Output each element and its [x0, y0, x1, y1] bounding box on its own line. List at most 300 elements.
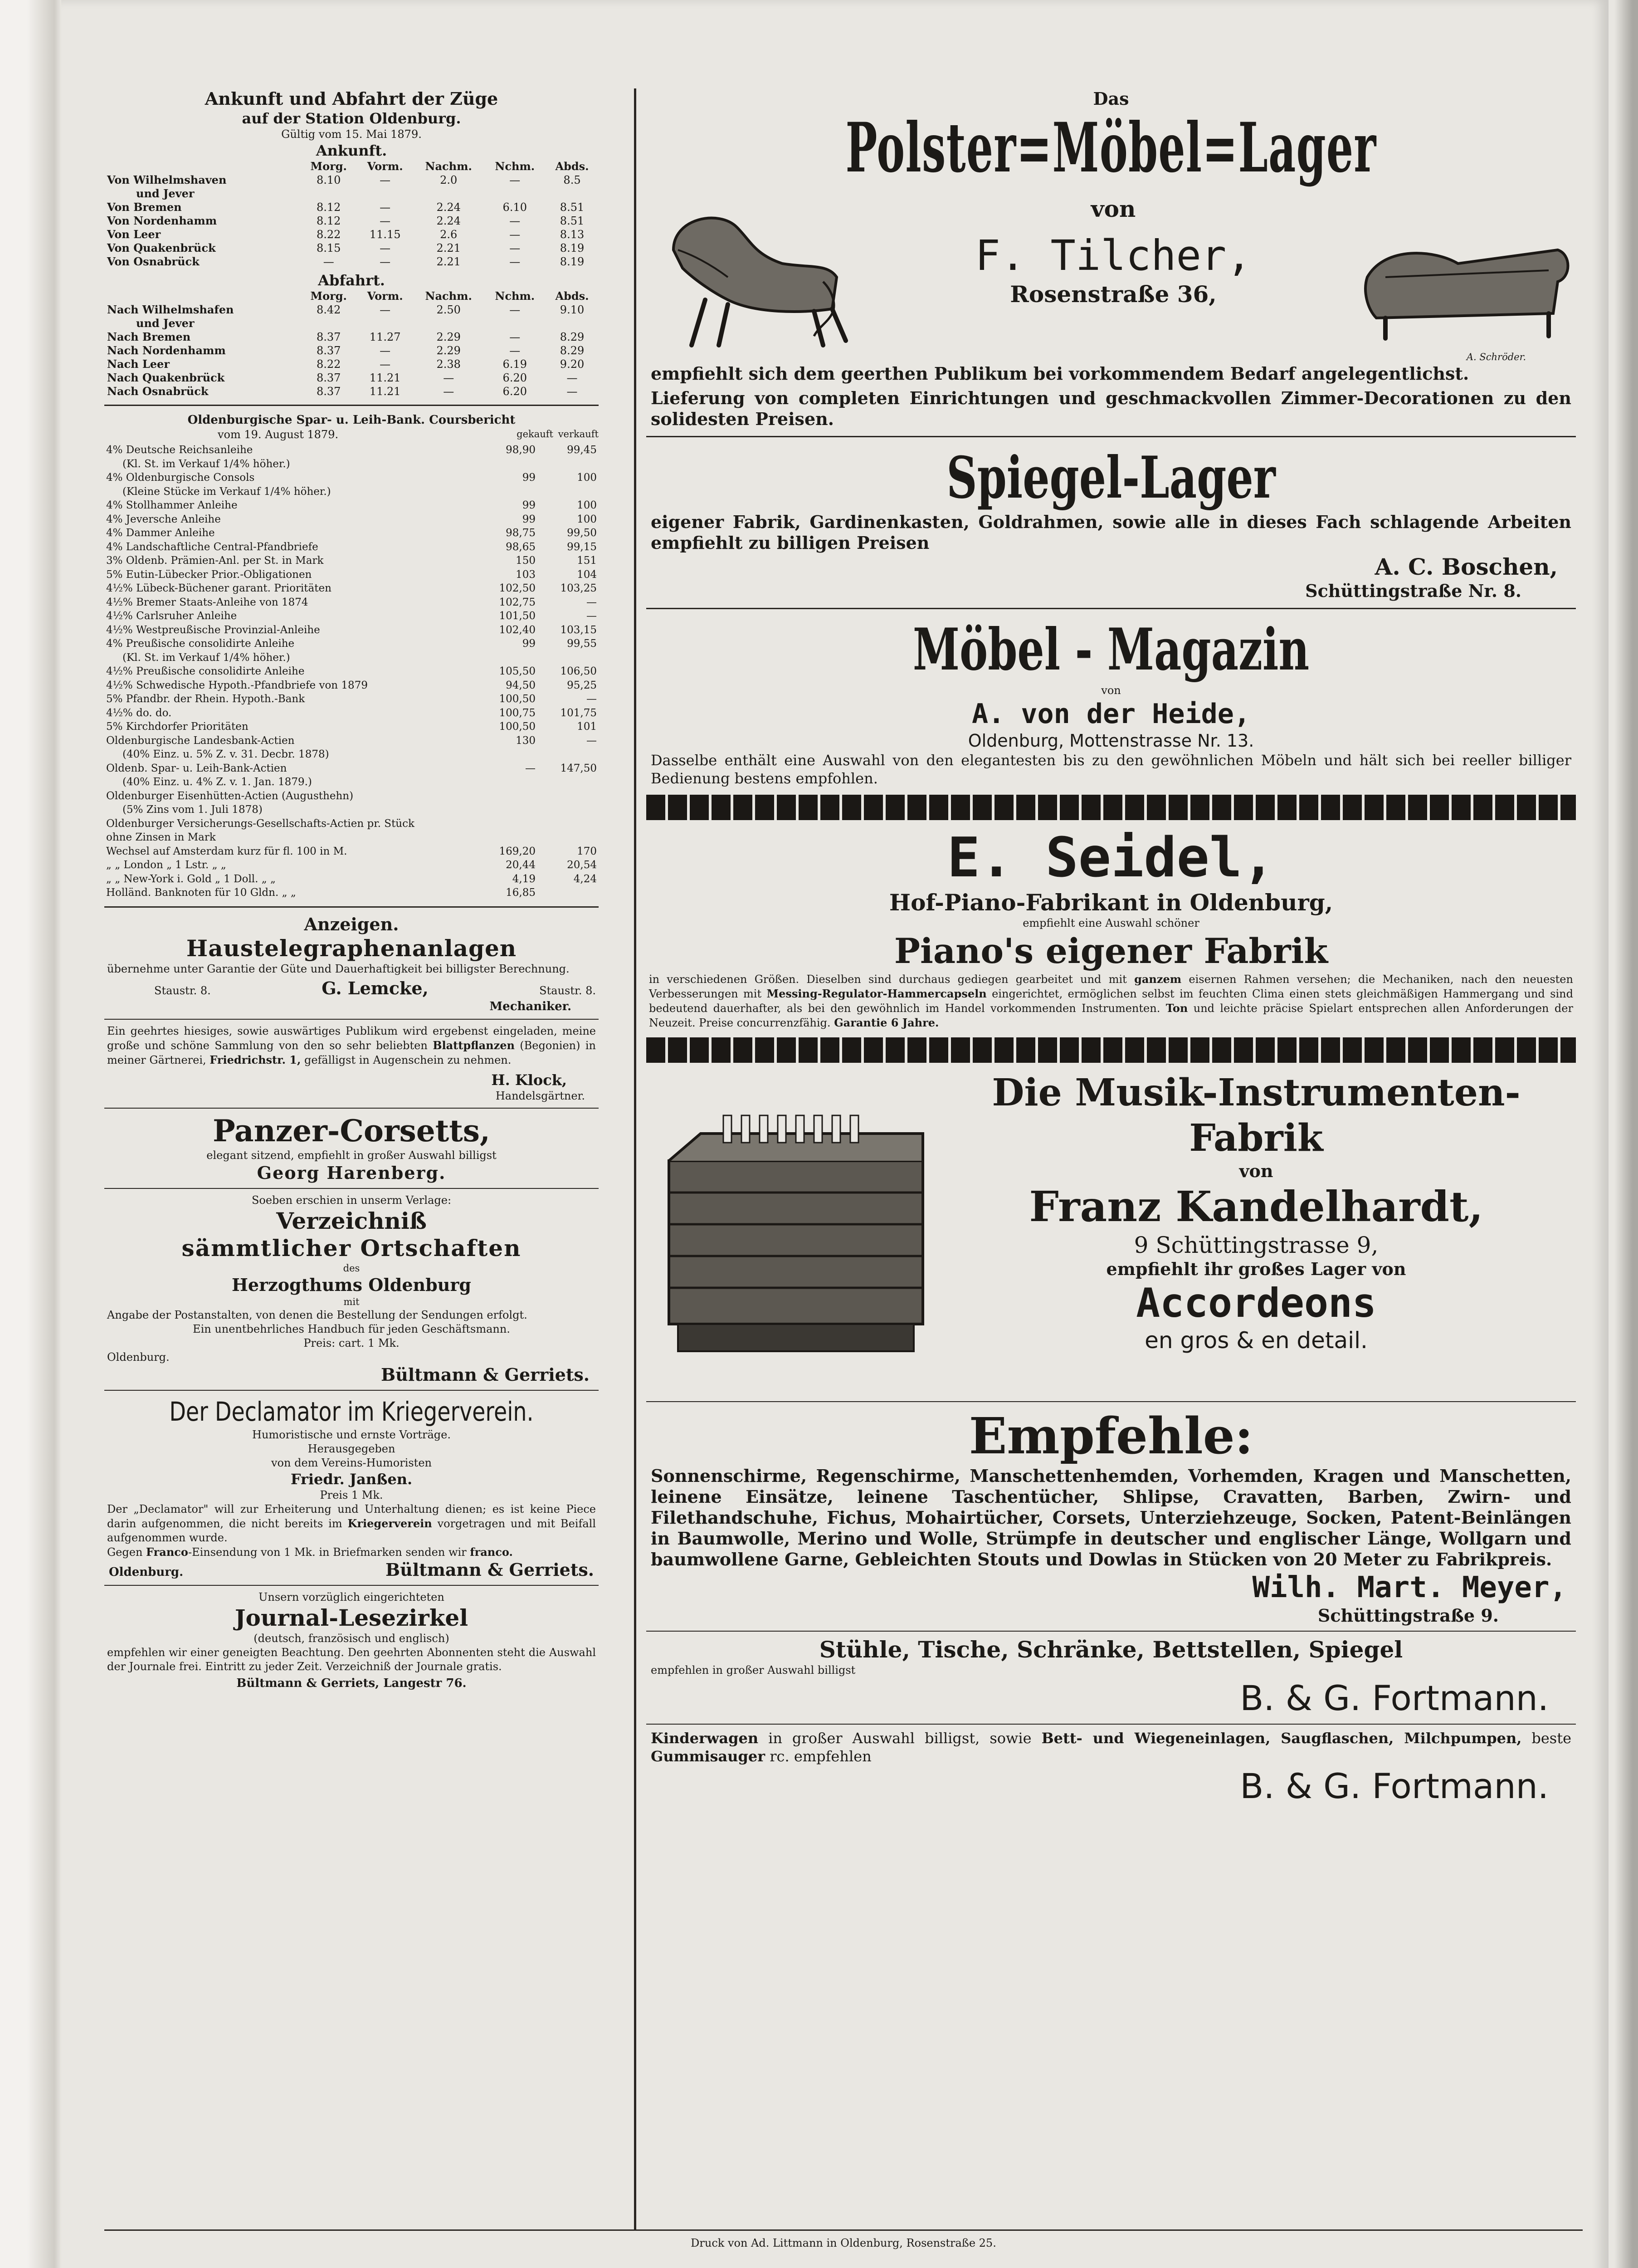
- heide-address: Oldenburg, Mottenstrasse Nr. 13.: [968, 731, 1254, 751]
- time-cell: 8.22: [317, 228, 341, 241]
- declamator-sub2: Herausgegeben: [307, 1442, 395, 1455]
- time-cell: 2.6: [440, 228, 458, 241]
- timetable-title: Ankunft und Abfahrt der Züge: [205, 88, 498, 109]
- seidel-bold-d: Garantie 6 Jahre.: [834, 1016, 939, 1029]
- declamator-author: Friedr. Janßen.: [290, 1470, 413, 1488]
- verz-publisher: Bültmann & Gerriets.: [380, 1364, 590, 1385]
- bank-row: [104, 513, 599, 527]
- verz-title2: sämmtlicher Ortschaften: [181, 1234, 522, 1261]
- bank-bought: [476, 457, 537, 471]
- bank-row: [104, 443, 599, 457]
- bank-row: [104, 831, 599, 845]
- bank-row: [104, 872, 599, 886]
- bank-bought: 130: [516, 734, 536, 747]
- boschen-name: A. C. Boschen,: [1375, 553, 1558, 580]
- seidel-text-c: eingerichtet, ermöglichen selbst im feuchten Clima einen stets gleichmäßigen Hammergang und sind bedeutend dauerhafter, als bei den gewöhnlich im Handel vorkommenden Instrumenten.: [649, 987, 1573, 1015]
- station-name: und Jever: [136, 317, 195, 330]
- tilcher-headline: Polster=Möbel=Lager: [845, 108, 1377, 188]
- time-cell: —: [509, 255, 521, 268]
- left-column: [104, 88, 599, 1691]
- divider: [104, 405, 599, 406]
- fortmann2-bold-a: Kinderwagen: [651, 1730, 759, 1747]
- boschen-headline: Spiegel-Lager: [946, 444, 1276, 511]
- time-cell: 8.5: [563, 174, 581, 186]
- heide-text: Dasselbe enthält eine Auswahl von den elegantesten bis zu den gewöhnlichen Möbeln und hält sich bei reeller billiger Bedienung bestens empfohlen.: [651, 752, 1571, 787]
- bank-bought: 102,50: [499, 582, 536, 594]
- divider: [646, 436, 1576, 437]
- bank-sold: 170: [577, 845, 597, 857]
- bank-bought: 99: [522, 638, 536, 650]
- timetable-row: [104, 241, 599, 255]
- bank-sold: [537, 748, 599, 762]
- time-cell: 2.24: [436, 201, 461, 214]
- declamator-text-b: vorgetragen und mit Beifall aufgenommen wurde.: [107, 1517, 596, 1544]
- bank-bought: 4,19: [512, 873, 536, 885]
- bank-security: Oldenburger Eisenhütten-Actien (Augusthehn): [106, 790, 354, 802]
- col-header: Nchm.: [495, 160, 535, 173]
- col-header: Morg.: [310, 160, 347, 173]
- time-cell: 8.37: [317, 331, 341, 343]
- timetable-subtitle: auf der Station Oldenburg.: [242, 110, 461, 127]
- fortmann1-name: B. & G. Fortmann.: [1240, 1678, 1549, 1718]
- lemcke-address-left: Staustr. 8.: [154, 984, 211, 997]
- time-cell: —: [509, 228, 521, 241]
- lemcke-text: übernehme unter Garantie der Güte und Dauerhaftigkeit bei billigster Berechnung.: [107, 962, 570, 975]
- time-cell: [357, 187, 413, 200]
- time-cell: —: [380, 174, 391, 186]
- bank-row: [104, 762, 599, 776]
- ad-fortmann-furniture: [646, 1636, 1576, 1719]
- fortmann2-text-c: rc. empfehlen: [770, 1748, 872, 1765]
- fortmann2-text-b: beste: [1531, 1730, 1572, 1747]
- time-cell: 11.27: [369, 331, 401, 343]
- verz-text: Angabe der Postanstalten, von denen die Bestellung der Sendungen erfolgt.: [107, 1308, 527, 1321]
- timetable-row: [104, 317, 599, 330]
- tilcher-name: F. Tilcher,: [975, 231, 1252, 280]
- time-cell: 8.15: [317, 242, 341, 254]
- fortmann2-text-a: in großer Auswahl billigst, sowie: [768, 1730, 1032, 1747]
- time-cell: —: [443, 385, 454, 398]
- bank-sold: 106,50: [560, 665, 597, 677]
- bank-security: 4½% Carlsruher Anleihe: [106, 610, 237, 622]
- klock-role: Handelsgärtner.: [495, 1089, 585, 1102]
- bank-bought: [476, 803, 537, 817]
- ad-heide: [646, 616, 1576, 787]
- timetable-row: [104, 187, 599, 200]
- divider: [104, 1019, 599, 1020]
- bank-security: (40% Einz. u. 5% Z. v. 31. Decbr. 1878): [122, 748, 329, 760]
- fortmann1-text: empfehlen in großer Auswahl billigst: [651, 1664, 856, 1677]
- col-header: Vorm.: [367, 160, 403, 173]
- declamator-publisher: Bültmann & Gerriets.: [385, 1559, 594, 1580]
- divider: [104, 1188, 599, 1189]
- bank-row: [104, 858, 599, 872]
- bank-security: „ „ London „ 1 Lstr. „ „: [106, 859, 226, 871]
- fortmann2-bold-b: Bett- und Wiegeneinlagen, Saugflaschen, Milchpumpen,: [1041, 1730, 1522, 1747]
- bank-sold: [537, 775, 599, 789]
- station-name: Nach Nordenhamm: [107, 344, 226, 357]
- time-cell: 8.22: [317, 358, 341, 371]
- bank-sold: 147,50: [560, 762, 597, 774]
- time-cell: —: [566, 371, 578, 384]
- time-cell: 2.21: [436, 255, 461, 268]
- timetable-row: [104, 200, 599, 214]
- ad-klock: [104, 1024, 599, 1103]
- meyer-text: Sonnenschirme, Regenschirme, Manschettenhemden, Vorhemden, Kragen und Manschetten, leinene Einsätze, leinene Taschentücher, Shlipse, Cravatten, Barben, Zwirn- und Filethandschuhe, Fichus, Mohairtücher, Corsets, Unterziehzeuge, Socken, Patent-Beinlängen in Baumwolle, Merino und Wolle, Strümpfe in deutscher und englischer Länge, Wollgarn und baumwollene Garne, Gebleichten Stouts und Dowlas in Stücken von 20 Meter zu Fabrikpreis.: [651, 1466, 1571, 1569]
- bank-row: [104, 623, 599, 637]
- time-cell: 8.51: [560, 201, 585, 214]
- heide-headline: Möbel - Magazin: [912, 616, 1310, 683]
- timetable-row: [104, 173, 599, 187]
- seidel-text-a: in verschiedenen Größen. Dieselben sind durchaus gediegen gearbeitet und mit: [649, 973, 1127, 986]
- bank-bought: 101,50: [499, 610, 536, 622]
- bank-sold: 4,24: [573, 873, 597, 885]
- verz-place: Oldenburg.: [107, 1350, 170, 1364]
- bank-bought: [476, 485, 537, 499]
- time-cell: 2.29: [436, 344, 461, 357]
- kandelhardt-sub: en gros & en detail.: [1145, 1327, 1368, 1354]
- corsetts-name: Georg Harenberg.: [257, 1162, 446, 1183]
- bank-bought: 169,20: [499, 845, 536, 857]
- time-cell: 8.37: [317, 371, 341, 384]
- bank-bought: 103: [516, 568, 536, 581]
- bank-security: 4½% Bremer Staats-Anleihe von 1874: [106, 596, 308, 608]
- bank-bought: 150: [516, 555, 536, 567]
- bank-bought: [476, 831, 537, 845]
- bank-row: [104, 499, 599, 513]
- bank-security: 3% Oldenb. Prämien-Anl. per St. in Mark: [106, 555, 324, 567]
- kandelhardt-von: von: [1239, 1161, 1273, 1181]
- bank-sold: 100: [577, 513, 597, 525]
- lesezirkel-sub: (deutsch, französisch und englisch): [253, 1632, 449, 1645]
- verz-des: des: [343, 1262, 360, 1274]
- station-name: Nach Bremen: [107, 330, 191, 343]
- ornamental-banner: [646, 1037, 1576, 1063]
- bank-report: [104, 412, 599, 900]
- time-cell: 11.21: [369, 371, 401, 384]
- time-cell: 8.37: [317, 344, 341, 357]
- bank-sold: [537, 817, 599, 831]
- time-cell: —: [380, 303, 391, 316]
- ad-lemcke: [104, 935, 599, 1014]
- col-header: Abds.: [555, 289, 589, 303]
- bank-security: 4½% Schwedische Hypoth.-Pfandbriefe von 1879: [106, 679, 368, 691]
- verz-intro: Soeben erschien in unserm Verlage:: [251, 1193, 452, 1207]
- bank-security: (40% Einz. u. 4% Z. v. 1. Jan. 1879.): [122, 776, 312, 788]
- station-name: Von Leer: [107, 228, 161, 241]
- tilcher-address: Rosenstraße 36,: [1010, 281, 1217, 308]
- verz-title1: Verzeichniß: [276, 1207, 427, 1234]
- declamator-price: Preis 1 Mk.: [320, 1488, 383, 1501]
- station-name: Von Wilhelmshaven: [107, 173, 227, 186]
- timetable-row: [104, 303, 599, 317]
- meyer-address: Schüttingstraße 9.: [1317, 1605, 1499, 1626]
- column-divider: [634, 88, 636, 2229]
- bank-bought: [476, 817, 537, 831]
- ad-lesezirkel: [104, 1590, 599, 1691]
- declamator-bold-d: franco.: [470, 1545, 513, 1559]
- bank-bought: [476, 748, 537, 762]
- bank-bought: 100,50: [499, 693, 536, 705]
- declamator-sub3: von dem Vereins-Humoristen: [271, 1456, 432, 1469]
- time-cell: —: [380, 201, 391, 214]
- bank-row: [104, 734, 599, 748]
- time-cell: —: [380, 242, 391, 254]
- declamator-text-c: Gegen: [107, 1545, 143, 1559]
- station-name: Nach Osnabrück: [107, 385, 209, 398]
- seidel-sub: empfiehlt eine Auswahl schöner: [1023, 917, 1199, 929]
- time-cell: 9.20: [560, 358, 585, 371]
- bank-row: [104, 845, 599, 859]
- bank-bought: [476, 775, 537, 789]
- time-cell: —: [323, 255, 334, 268]
- bank-sold: 95,25: [567, 679, 597, 691]
- right-column: [646, 88, 1576, 1807]
- bank-row: [104, 637, 599, 651]
- divider: [646, 608, 1576, 609]
- bank-bought: 98,65: [506, 541, 536, 553]
- seidel-headline: Piano's eigener Fabrik: [894, 931, 1328, 971]
- bank-sold: 101,75: [560, 707, 597, 719]
- bank-row: [104, 554, 599, 568]
- printer-footer: Druck von Ad. Littmann in Oldenburg, Rosenstraße 25.: [691, 2237, 996, 2249]
- bank-row: [104, 692, 599, 706]
- time-cell: —: [509, 215, 521, 227]
- bank-sold: [537, 886, 599, 900]
- time-cell: 8.29: [560, 331, 585, 343]
- col-header: Vorm.: [367, 289, 403, 303]
- time-cell: —: [380, 215, 391, 227]
- bank-sold: [537, 457, 599, 471]
- bank-row: [104, 817, 599, 831]
- seidel-bold-b: Messing-Regulator-Hammercapseln: [766, 987, 987, 1000]
- bank-row: [104, 789, 599, 803]
- verz-mit: mit: [343, 1296, 360, 1307]
- bank-row: [104, 748, 599, 762]
- time-cell: [413, 317, 484, 330]
- time-cell: —: [509, 174, 521, 186]
- bank-security: (Kl. St. im Verkauf 1/4% höher.): [122, 651, 290, 664]
- time-cell: 8.29: [560, 344, 585, 357]
- bank-sold: 99,15: [567, 541, 597, 553]
- time-cell: —: [566, 385, 578, 398]
- time-cell: 2.29: [436, 331, 461, 343]
- bank-bought: 100,75: [499, 707, 536, 719]
- bank-row: [104, 471, 599, 485]
- bank-row: [104, 665, 599, 679]
- time-cell: 11.15: [369, 228, 401, 241]
- tilcher-von: von: [1091, 196, 1136, 222]
- bank-row: [104, 540, 599, 554]
- bank-sold: [537, 831, 599, 845]
- bank-security: 4½% Preußische consolidirte Anleihe: [106, 665, 305, 677]
- station-name: und Jever: [136, 187, 195, 200]
- ad-verzeichniss: [104, 1193, 599, 1385]
- meyer-headline: Empfehle:: [969, 1407, 1253, 1465]
- time-cell: 2.38: [436, 358, 461, 371]
- time-cell: 8.37: [317, 385, 341, 398]
- bank-sold: [537, 803, 599, 817]
- footer-rule: [104, 2229, 1583, 2231]
- bank-bought: 105,50: [499, 665, 536, 677]
- sofa-icon: [1358, 227, 1576, 345]
- kandelhardt-name: Franz Kandelhardt,: [1029, 1182, 1483, 1231]
- bank-bought: 98,90: [506, 444, 536, 456]
- col-header: Abds.: [555, 160, 589, 173]
- bank-security: Oldenb. Spar- u. Leih-Bank-Actien: [106, 762, 287, 774]
- time-cell: [546, 317, 599, 330]
- declamator-place: Oldenburg.: [109, 1565, 184, 1579]
- bank-row: [104, 526, 599, 540]
- time-cell: [413, 187, 484, 200]
- seidel-bold-a: ganzem: [1134, 973, 1182, 986]
- bank-row: [104, 596, 599, 610]
- time-cell: 6.20: [502, 371, 527, 384]
- bank-security: Oldenburgische Landesbank-Actien: [106, 734, 295, 747]
- seidel-title: Hof-Piano-Fabrikant in Oldenburg,: [889, 889, 1333, 916]
- bank-security: Holländ. Banknoten für 10 Gldn. „ „: [106, 887, 296, 899]
- lesezirkel-text: empfehlen wir einer geneigten Beachtung. Den geehrten Abonnenten steht die Auswahl der Journale frei. Eintritt zu jeder Zeit. Verzeichniß der Journale gratis.: [107, 1646, 596, 1673]
- bank-sold: —: [586, 734, 597, 747]
- seidel-bold-c: Ton: [1165, 1002, 1188, 1015]
- time-cell: [484, 317, 546, 330]
- bank-bought: [476, 651, 537, 665]
- klock-text-c: gefälligst in Augenschein zu nehmen.: [304, 1053, 512, 1066]
- declamator-bold-a: Kriegerverein: [347, 1516, 432, 1530]
- anzeigen-heading: Anzeigen.: [304, 914, 399, 934]
- bank-sold: [537, 651, 599, 665]
- bank-col-bought: gekauft: [517, 429, 553, 440]
- bank-sold: —: [586, 693, 597, 705]
- col-header: Nachm.: [425, 160, 472, 173]
- station-name: Von Osnabrück: [107, 255, 200, 268]
- time-cell: 2.24: [436, 215, 461, 227]
- time-cell: [300, 317, 357, 330]
- time-cell: 2.50: [436, 303, 461, 316]
- bank-bought: —: [525, 762, 536, 774]
- divider: [104, 1390, 599, 1391]
- bank-date: vom 19. August 1879.: [218, 428, 339, 441]
- lesezirkel-intro: Unsern vorzüglich eingerichteten: [258, 1590, 444, 1603]
- timetable-row: [104, 371, 599, 385]
- arrival-heading: Ankunft.: [316, 142, 387, 159]
- bank-row: [104, 568, 599, 582]
- divider: [104, 906, 599, 908]
- lemcke-role: Mechaniker.: [489, 999, 571, 1013]
- lesezirkel-signature: Bültmann & Gerriets, Langestr 76.: [236, 1676, 467, 1690]
- bank-row: [104, 803, 599, 817]
- klock-name: H. Klock,: [491, 1071, 567, 1089]
- ad-meyer: [646, 1407, 1576, 1626]
- lemcke-name: G. Lemcke,: [322, 978, 429, 998]
- bank-security: 5% Kirchdorfer Prioritäten: [106, 721, 249, 733]
- divider: [104, 1585, 599, 1586]
- time-cell: 8.19: [560, 255, 585, 268]
- bank-row: [104, 886, 599, 900]
- bank-sold: 100: [577, 472, 597, 484]
- bank-sold: —: [586, 596, 597, 608]
- bank-table: [104, 443, 599, 900]
- bank-security: Wechsel auf Amsterdam kurz für fl. 100 in M.: [106, 845, 347, 857]
- time-cell: [484, 187, 546, 200]
- chaise-longue-icon: [664, 200, 855, 354]
- bank-sold: [537, 789, 599, 803]
- accordion-icon: [651, 1106, 941, 1360]
- bank-sold: 103,25: [560, 582, 597, 594]
- bank-row: [104, 775, 599, 789]
- time-cell: 8.10: [317, 174, 341, 186]
- klock-text-a: Ein geehrtes hiesiges, sowie auswärtiges Publikum wird ergebenst eingeladen, meine große und schöne Sammlung von den so sehr beliebten: [107, 1024, 596, 1052]
- kandelhardt-headline1: Die Musik-Instrumenten-: [992, 1071, 1521, 1114]
- station-name: Nach Quakenbrück: [107, 371, 225, 384]
- time-cell: 2.0: [440, 174, 458, 186]
- time-cell: 6.20: [502, 385, 527, 398]
- bank-sold: 20,54: [567, 859, 597, 871]
- time-cell: 9.10: [560, 303, 585, 316]
- timetable-row: [104, 385, 599, 398]
- bank-security: Oldenburger Versicherungs-Gesellschafts-Actien pr. Stück: [106, 817, 414, 830]
- time-cell: [300, 187, 357, 200]
- divider: [646, 1631, 1576, 1632]
- bank-security: 4½% Lübeck-Büchener garant. Prioritäten: [106, 582, 332, 594]
- time-cell: 8.19: [560, 242, 585, 254]
- bank-bought: 98,75: [506, 527, 536, 539]
- bank-sold: 99,50: [567, 527, 597, 539]
- time-cell: —: [509, 331, 521, 343]
- seidel-name: E. Seidel,: [947, 826, 1275, 890]
- bank-col-sold: verkauft: [558, 429, 599, 440]
- declamator-bold-c: Franco: [146, 1545, 188, 1559]
- tilcher-text2: Lieferung von completen Einrichtungen und geschmackvollen Zimmer-Decorationen zu den solidesten Preisen.: [651, 388, 1571, 429]
- bank-security: 4½% do. do.: [106, 707, 172, 719]
- declamator-text-a: Der „Declamator" will zur Erheiterung und Unterhaltung dienen; es ist keine Piece darin aufgenommen, die nicht bereits im: [107, 1502, 596, 1530]
- bank-row: [104, 720, 599, 734]
- station-name: Nach Wilhelmshafen: [107, 303, 234, 316]
- time-cell: —: [380, 358, 391, 371]
- fortmann1-headline: Stühle, Tische, Schränke, Bettstellen, Spiegel: [819, 1636, 1403, 1663]
- bank-sold: 103,15: [560, 624, 597, 636]
- time-cell: —: [380, 344, 391, 357]
- col-header: Nachm.: [425, 289, 472, 303]
- time-cell: —: [380, 255, 391, 268]
- time-cell: [357, 317, 413, 330]
- timetable-row: [104, 228, 599, 241]
- timetable: [104, 88, 599, 398]
- bank-bought: 20,44: [506, 859, 536, 871]
- ad-seidel: [646, 827, 1576, 1030]
- declamator-sub1: Humoristische und ernste Vorträge.: [252, 1428, 451, 1441]
- station-name: Von Nordenhamm: [107, 214, 217, 227]
- bank-sold: 104: [577, 568, 597, 581]
- timetable-row: [104, 357, 599, 371]
- bank-security: 4% Deutsche Reichsanleihe: [106, 444, 253, 456]
- kandelhardt-headline2: Fabrik: [1189, 1116, 1323, 1160]
- kandelhardt-text: empfiehlt ihr großes Lager von: [1106, 1259, 1406, 1279]
- boschen-address: Schüttingstraße Nr. 8.: [1305, 581, 1521, 601]
- ad-boschen: [646, 444, 1576, 601]
- bank-security: 4% Preußische consolidirte Anleihe: [106, 638, 295, 650]
- heide-name: A. von der Heide,: [971, 698, 1251, 730]
- tilcher-text: empfiehlt sich dem geerthen Publikum bei vorkommendem Bedarf angelegentlichst.: [651, 363, 1469, 384]
- meyer-name: Wilh. Mart. Meyer,: [1252, 1571, 1567, 1604]
- bank-security: 5% Eutin-Lübecker Prior.-Obligationen: [106, 568, 312, 581]
- bank-sold: 101: [577, 721, 597, 733]
- bank-title: Oldenburgische Spar- u. Leih-Bank. Coursbericht: [187, 413, 516, 427]
- divider: [646, 1724, 1576, 1725]
- col-header: Morg.: [310, 289, 347, 303]
- bank-row: [104, 582, 599, 596]
- time-cell: [546, 187, 599, 200]
